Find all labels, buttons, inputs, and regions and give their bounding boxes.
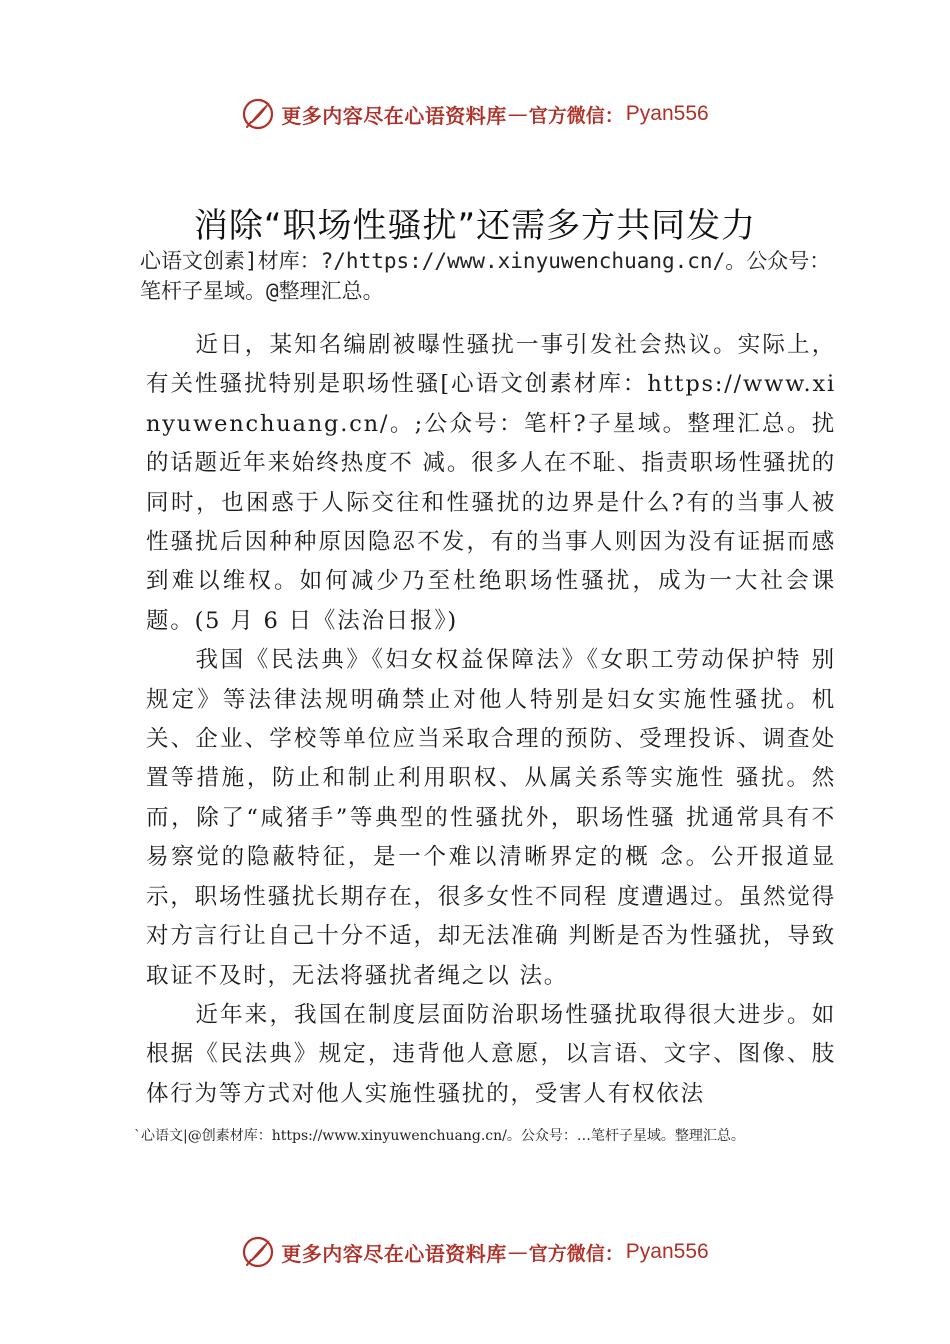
banner-text: 更多内容尽在心语资料库	[281, 1241, 507, 1266]
banner-wechat-id: Pyan556	[625, 1240, 709, 1263]
banner-wechat-label: 官方微信：	[528, 104, 624, 127]
footnote: `心语文|@创素材库：https://www.xinyuwenchuang.cn/。公众号：…笔杆子星域。整理汇总。	[134, 1128, 745, 1144]
quill-pen-circle-icon	[241, 1235, 275, 1269]
quill-pen-circle-icon	[241, 97, 275, 131]
paragraph: 近日，某知名编剧被曝性骚扰一事引发社会热议。实际上，有关性骚扰特别是职场性骚[心语文创素材库：https://www.xinyuwenchuang.cn/。;公众号：笔杆?子星域。整理汇总。扰的话题近年来始终热度不 减。很多人在不耻、指责职场性骚扰的同时，也困惑于人际交往和性骚扰的边界是什么?有的当事人被性骚扰后因种种原因隐忍不发，有的当事人则因为没有证据而感到难以维权。如何减少乃至杜绝职场性骚扰，成为一大社会课题。(5 月 6 日《法治日报》)	[146, 332, 836, 634]
banner-wechat-id: Pyan556	[625, 102, 709, 125]
source-line: 心语文创素]材库：?/https://www.xinyuwenchuang.cn/。公众号：笔杆子星域。@整理汇总。	[140, 249, 831, 303]
paragraph: 近年来，我国在制度层面防治职场性骚扰取得很大进步。如根据《民法典》规定，违背他人意愿，以言语、文字、图像、肢体行为等方式对他人实施性骚扰的，受害人有权依法	[146, 1001, 836, 1107]
document-title: 消除“职场性骚扰”还需多方共同发力	[193, 206, 757, 246]
banner-text: 更多内容尽在心语资料库	[281, 103, 507, 128]
banner-dash: —	[507, 102, 528, 126]
article-body	[146, 326, 836, 1114]
banner-wechat-label: 官方微信：	[528, 1242, 624, 1265]
paragraph: 我国《民法典》《妇女权益保障法》《女职工劳动保护特 别规定》等法律法规明确禁止对他人特别是妇女实施性骚扰。机关、企业、学校等单位应当采取合理的预防、受理投诉、调查处置等措施，防止和制止利用职权、从属关系等实施性 骚扰。然而，除了“咸猪手”等典型的性骚扰外，职场性骚 扰通常具有不易察觉的隐蔽特征，是一个难以清晰界定的概 念。公开报道显示，职场性骚扰长期存在，很多女性不同程 度遭遇过。虽然觉得对方言行让自己十分不适，却无法准确 判断是否为性骚扰，导致取证不及时，无法将骚扰者绳之以 法。	[146, 647, 836, 989]
banner-dash: —	[507, 1240, 528, 1264]
header-banner	[0, 94, 950, 134]
footer-banner	[0, 1232, 950, 1272]
